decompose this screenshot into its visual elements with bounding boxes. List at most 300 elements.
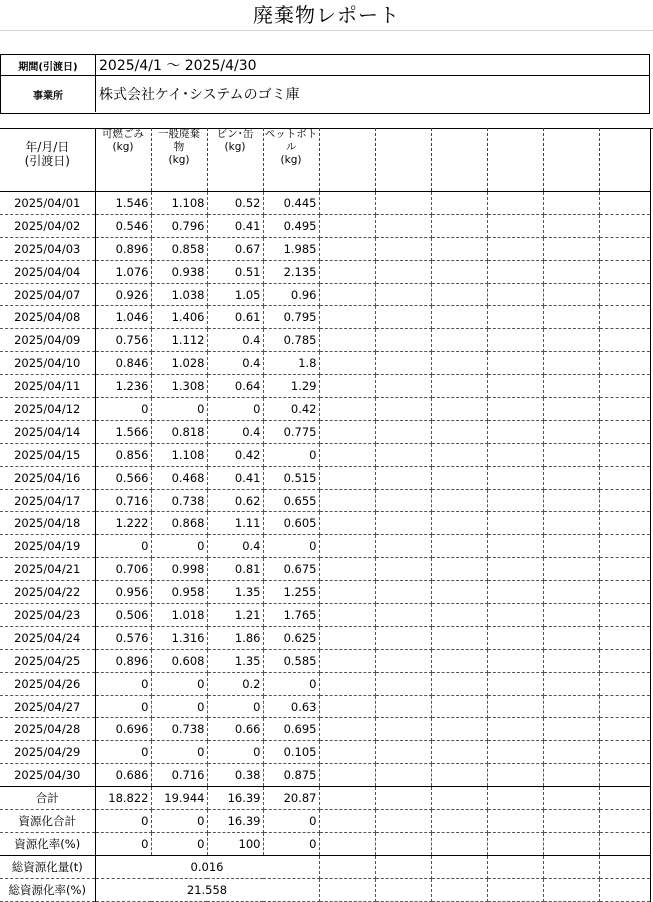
row-value: 1.112 xyxy=(151,329,207,352)
empty-cell xyxy=(375,787,431,810)
empty-cell xyxy=(543,329,599,352)
empty-cell xyxy=(431,878,487,901)
empty-cell xyxy=(375,420,431,443)
empty-cell xyxy=(375,398,431,421)
row-value: 0 xyxy=(95,741,151,764)
empty-cell xyxy=(319,604,375,627)
row-value: 0.4 xyxy=(207,329,263,352)
total-row xyxy=(0,832,650,855)
info-box xyxy=(0,54,650,114)
row-date: 2025/04/04 xyxy=(0,260,95,283)
row-value: 0 xyxy=(151,535,207,558)
row-date: 2025/04/15 xyxy=(0,443,95,466)
row-value: 1.765 xyxy=(263,604,319,627)
empty-cell xyxy=(599,741,650,764)
row-value: 0.445 xyxy=(263,192,319,215)
total-value: 20.87 xyxy=(263,787,319,810)
empty-cell xyxy=(487,695,543,718)
empty-cell xyxy=(599,878,650,901)
total-label: 合計 xyxy=(0,787,95,810)
row-value: 0.675 xyxy=(263,558,319,581)
total-value: 19.944 xyxy=(151,787,207,810)
row-value: 1.406 xyxy=(151,306,207,329)
empty-cell xyxy=(599,237,650,260)
row-value: 0.38 xyxy=(207,764,263,787)
total-value: 0 xyxy=(263,832,319,855)
summary-value: 21.558 xyxy=(95,878,319,901)
row-value: 0 xyxy=(263,535,319,558)
row-value: 0 xyxy=(207,398,263,421)
empty-cell xyxy=(543,855,599,878)
empty-cell xyxy=(543,214,599,237)
row-value: 0.41 xyxy=(207,214,263,237)
empty-cell xyxy=(431,398,487,421)
header-pet-bottles xyxy=(263,128,319,192)
row-date: 2025/04/09 xyxy=(0,329,95,352)
header-empty xyxy=(319,128,375,192)
header-bottles-line1: ビン･缶 xyxy=(216,128,254,140)
empty-cell xyxy=(431,855,487,878)
row-value: 0 xyxy=(151,398,207,421)
empty-cell xyxy=(431,626,487,649)
empty-cell xyxy=(543,581,599,604)
header-general-line1: 一般廃棄 xyxy=(158,128,200,140)
row-date: 2025/04/14 xyxy=(0,420,95,443)
empty-cell xyxy=(543,260,599,283)
total-value: 0 xyxy=(95,832,151,855)
empty-cell xyxy=(599,649,650,672)
empty-cell xyxy=(487,878,543,901)
empty-cell xyxy=(375,237,431,260)
table-row xyxy=(0,626,650,649)
empty-cell xyxy=(599,604,650,627)
period-label: 期間(引渡日) xyxy=(1,55,96,75)
empty-cell xyxy=(319,466,375,489)
row-value: 1.236 xyxy=(95,375,151,398)
row-value: 0.468 xyxy=(151,466,207,489)
summary-row xyxy=(0,855,650,878)
empty-cell xyxy=(487,420,543,443)
empty-cell xyxy=(431,443,487,466)
row-value: 1.046 xyxy=(95,306,151,329)
row-value: 0 xyxy=(151,672,207,695)
header-empty xyxy=(599,128,650,192)
empty-cell xyxy=(375,695,431,718)
row-value: 0.998 xyxy=(151,558,207,581)
row-value: 0.105 xyxy=(263,741,319,764)
table-row xyxy=(0,443,650,466)
empty-cell xyxy=(599,558,650,581)
empty-cell xyxy=(599,420,650,443)
row-value: 1.018 xyxy=(151,604,207,627)
empty-cell xyxy=(543,558,599,581)
row-date: 2025/04/22 xyxy=(0,581,95,604)
row-value: 0.64 xyxy=(207,375,263,398)
row-value: 1.308 xyxy=(151,375,207,398)
row-value: 1.11 xyxy=(207,512,263,535)
empty-cell xyxy=(599,832,650,855)
empty-cell xyxy=(487,466,543,489)
row-value: 1.29 xyxy=(263,375,319,398)
empty-cell xyxy=(375,489,431,512)
row-value: 1.222 xyxy=(95,512,151,535)
header-empty xyxy=(375,128,431,192)
empty-cell xyxy=(599,398,650,421)
empty-cell xyxy=(599,443,650,466)
empty-cell xyxy=(487,260,543,283)
total-value: 16.39 xyxy=(207,787,263,810)
empty-cell xyxy=(543,672,599,695)
table-row xyxy=(0,329,650,352)
empty-cell xyxy=(599,306,650,329)
empty-cell xyxy=(431,260,487,283)
header-bottles-cans xyxy=(207,128,263,192)
empty-cell xyxy=(431,214,487,237)
empty-cell xyxy=(543,787,599,810)
table-row xyxy=(0,352,650,375)
row-date: 2025/04/29 xyxy=(0,741,95,764)
empty-cell xyxy=(543,398,599,421)
total-row xyxy=(0,787,650,810)
empty-cell xyxy=(375,741,431,764)
row-value: 1.316 xyxy=(151,626,207,649)
table-row xyxy=(0,420,650,443)
empty-cell xyxy=(431,283,487,306)
header-row xyxy=(0,128,650,192)
header-date-line1: 年/月/日 xyxy=(25,140,70,154)
empty-cell xyxy=(431,329,487,352)
empty-cell xyxy=(543,810,599,833)
row-value: 0.506 xyxy=(95,604,151,627)
empty-cell xyxy=(319,855,375,878)
row-date: 2025/04/08 xyxy=(0,306,95,329)
empty-cell xyxy=(319,649,375,672)
table-row xyxy=(0,237,650,260)
total-value: 16.39 xyxy=(207,810,263,833)
row-date: 2025/04/18 xyxy=(0,512,95,535)
total-value: 0 xyxy=(151,832,207,855)
row-value: 0.2 xyxy=(207,672,263,695)
table-row xyxy=(0,306,650,329)
row-value: 0.868 xyxy=(151,512,207,535)
empty-cell xyxy=(375,718,431,741)
row-value: 0.515 xyxy=(263,466,319,489)
empty-cell xyxy=(599,466,650,489)
row-value: 1.05 xyxy=(207,283,263,306)
empty-cell xyxy=(375,626,431,649)
row-value: 1.86 xyxy=(207,626,263,649)
empty-cell xyxy=(487,558,543,581)
table-row xyxy=(0,764,650,787)
empty-cell xyxy=(599,489,650,512)
row-value: 0 xyxy=(95,535,151,558)
empty-cell xyxy=(487,810,543,833)
empty-cell xyxy=(487,672,543,695)
empty-cell xyxy=(599,283,650,306)
empty-cell xyxy=(319,214,375,237)
empty-cell xyxy=(599,855,650,878)
office-label: 事業所 xyxy=(1,76,96,112)
empty-cell xyxy=(375,581,431,604)
row-value: 0.738 xyxy=(151,489,207,512)
empty-cell xyxy=(319,237,375,260)
header-pet-line1: ペットボト xyxy=(264,128,318,140)
empty-cell xyxy=(487,626,543,649)
row-date: 2025/04/25 xyxy=(0,649,95,672)
empty-cell xyxy=(487,237,543,260)
row-date: 2025/04/23 xyxy=(0,604,95,627)
empty-cell xyxy=(431,535,487,558)
empty-cell xyxy=(431,649,487,672)
row-date: 2025/04/26 xyxy=(0,672,95,695)
empty-cell xyxy=(487,489,543,512)
empty-cell xyxy=(375,832,431,855)
empty-cell xyxy=(599,535,650,558)
row-value: 1.985 xyxy=(263,237,319,260)
row-value: 1.566 xyxy=(95,420,151,443)
table-row xyxy=(0,466,650,489)
empty-cell xyxy=(543,718,599,741)
empty-cell xyxy=(319,581,375,604)
row-value: 0.51 xyxy=(207,260,263,283)
empty-cell xyxy=(599,260,650,283)
empty-cell xyxy=(487,832,543,855)
table-row xyxy=(0,649,650,672)
empty-cell xyxy=(543,352,599,375)
empty-cell xyxy=(375,649,431,672)
row-date: 2025/04/10 xyxy=(0,352,95,375)
spacer-gap xyxy=(0,114,653,129)
empty-cell xyxy=(599,718,650,741)
row-value: 0.696 xyxy=(95,718,151,741)
empty-cell xyxy=(319,787,375,810)
empty-cell xyxy=(375,306,431,329)
row-value: 0 xyxy=(151,695,207,718)
row-value: 0.495 xyxy=(263,214,319,237)
empty-cell xyxy=(543,489,599,512)
total-value: 0 xyxy=(95,810,151,833)
empty-cell xyxy=(375,672,431,695)
empty-cell xyxy=(319,512,375,535)
row-value: 0.61 xyxy=(207,306,263,329)
empty-cell xyxy=(487,192,543,215)
row-value: 0.775 xyxy=(263,420,319,443)
table-row xyxy=(0,604,650,627)
row-value: 1.028 xyxy=(151,352,207,375)
header-burnable-unit: (kg) xyxy=(112,141,134,153)
empty-cell xyxy=(319,329,375,352)
row-value: 0.738 xyxy=(151,718,207,741)
empty-cell xyxy=(431,375,487,398)
table-row xyxy=(0,695,650,718)
empty-cell xyxy=(375,283,431,306)
row-value: 0.608 xyxy=(151,649,207,672)
empty-cell xyxy=(375,558,431,581)
empty-cell xyxy=(431,352,487,375)
empty-cell xyxy=(319,764,375,787)
row-value: 0.716 xyxy=(151,764,207,787)
empty-cell xyxy=(431,306,487,329)
summary-label: 総資源化量(t) xyxy=(0,855,95,878)
empty-cell xyxy=(543,306,599,329)
table-row xyxy=(0,672,650,695)
empty-cell xyxy=(599,787,650,810)
row-value: 1.108 xyxy=(151,192,207,215)
empty-cell xyxy=(487,649,543,672)
header-general-waste xyxy=(151,128,207,192)
row-date: 2025/04/24 xyxy=(0,626,95,649)
empty-cell xyxy=(431,695,487,718)
header-date xyxy=(0,128,95,192)
empty-cell xyxy=(543,626,599,649)
empty-cell xyxy=(319,489,375,512)
empty-cell xyxy=(599,192,650,215)
empty-cell xyxy=(319,260,375,283)
header-burnable xyxy=(95,128,151,192)
empty-cell xyxy=(543,512,599,535)
total-value: 100 xyxy=(207,832,263,855)
empty-cell xyxy=(487,283,543,306)
empty-cell xyxy=(319,375,375,398)
row-value: 0.695 xyxy=(263,718,319,741)
empty-cell xyxy=(543,375,599,398)
empty-cell xyxy=(543,283,599,306)
empty-cell xyxy=(599,214,650,237)
empty-cell xyxy=(375,512,431,535)
empty-cell xyxy=(599,581,650,604)
empty-cell xyxy=(375,604,431,627)
row-value: 0.566 xyxy=(95,466,151,489)
row-value: 0.63 xyxy=(263,695,319,718)
empty-cell xyxy=(431,237,487,260)
header-date-line2: (引渡日) xyxy=(24,154,70,168)
table-row xyxy=(0,512,650,535)
empty-cell xyxy=(487,512,543,535)
table-row xyxy=(0,581,650,604)
empty-cell xyxy=(487,741,543,764)
row-value: 0.4 xyxy=(207,352,263,375)
table-row xyxy=(0,535,650,558)
empty-cell xyxy=(543,420,599,443)
empty-cell xyxy=(375,878,431,901)
row-date: 2025/04/11 xyxy=(0,375,95,398)
total-value: 18.822 xyxy=(95,787,151,810)
total-value: 0 xyxy=(151,810,207,833)
row-value: 0.66 xyxy=(207,718,263,741)
row-value: 0.938 xyxy=(151,260,207,283)
empty-cell xyxy=(431,512,487,535)
empty-cell xyxy=(319,398,375,421)
empty-cell xyxy=(431,787,487,810)
row-value: 0.896 xyxy=(95,649,151,672)
empty-cell xyxy=(431,604,487,627)
row-value: 0.576 xyxy=(95,626,151,649)
empty-cell xyxy=(487,398,543,421)
empty-cell xyxy=(543,237,599,260)
empty-cell xyxy=(319,718,375,741)
summary-row xyxy=(0,878,650,901)
table-row xyxy=(0,718,650,741)
empty-cell xyxy=(375,855,431,878)
row-value: 1.255 xyxy=(263,581,319,604)
empty-cell xyxy=(487,855,543,878)
office-row xyxy=(1,76,649,112)
empty-cell xyxy=(487,375,543,398)
header-bottles-unit: (kg) xyxy=(224,141,246,153)
empty-cell xyxy=(599,626,650,649)
row-value: 0.585 xyxy=(263,649,319,672)
row-value: 0.756 xyxy=(95,329,151,352)
table-row xyxy=(0,489,650,512)
empty-cell xyxy=(319,810,375,833)
empty-cell xyxy=(599,352,650,375)
row-value: 1.546 xyxy=(95,192,151,215)
empty-cell xyxy=(319,283,375,306)
row-value: 1.108 xyxy=(151,443,207,466)
row-value: 0.655 xyxy=(263,489,319,512)
empty-cell xyxy=(319,878,375,901)
empty-cell xyxy=(487,443,543,466)
empty-cell xyxy=(319,558,375,581)
row-value: 1.35 xyxy=(207,649,263,672)
empty-cell xyxy=(599,512,650,535)
empty-cell xyxy=(375,535,431,558)
row-value: 0.875 xyxy=(263,764,319,787)
row-value: 0.625 xyxy=(263,626,319,649)
header-empty xyxy=(431,128,487,192)
row-date: 2025/04/21 xyxy=(0,558,95,581)
empty-cell xyxy=(319,672,375,695)
empty-cell xyxy=(543,192,599,215)
row-value: 0.846 xyxy=(95,352,151,375)
empty-cell xyxy=(319,306,375,329)
empty-cell xyxy=(543,878,599,901)
row-date: 2025/04/30 xyxy=(0,764,95,787)
row-value: 0.716 xyxy=(95,489,151,512)
row-date: 2025/04/01 xyxy=(0,192,95,215)
empty-cell xyxy=(319,443,375,466)
table-row xyxy=(0,398,650,421)
row-date: 2025/04/17 xyxy=(0,489,95,512)
row-value: 1.8 xyxy=(263,352,319,375)
row-value: 0.856 xyxy=(95,443,151,466)
header-general-line2: 物 xyxy=(173,141,185,153)
header-empty xyxy=(487,128,543,192)
row-value: 0 xyxy=(263,443,319,466)
empty-cell xyxy=(487,214,543,237)
empty-cell xyxy=(375,192,431,215)
header-empty xyxy=(543,128,599,192)
empty-cell xyxy=(543,535,599,558)
empty-cell xyxy=(599,695,650,718)
total-row xyxy=(0,810,650,833)
empty-cell xyxy=(431,558,487,581)
empty-cell xyxy=(487,764,543,787)
empty-cell xyxy=(375,329,431,352)
table-row xyxy=(0,558,650,581)
empty-cell xyxy=(487,352,543,375)
total-value: 0 xyxy=(263,810,319,833)
report-title: 廃棄物レポート xyxy=(253,3,400,27)
row-value: 0.42 xyxy=(263,398,319,421)
empty-cell xyxy=(431,672,487,695)
row-value: 0.785 xyxy=(263,329,319,352)
row-value: 0 xyxy=(95,672,151,695)
empty-cell xyxy=(599,329,650,352)
empty-cell xyxy=(543,764,599,787)
row-value: 0.858 xyxy=(151,237,207,260)
empty-cell xyxy=(599,672,650,695)
